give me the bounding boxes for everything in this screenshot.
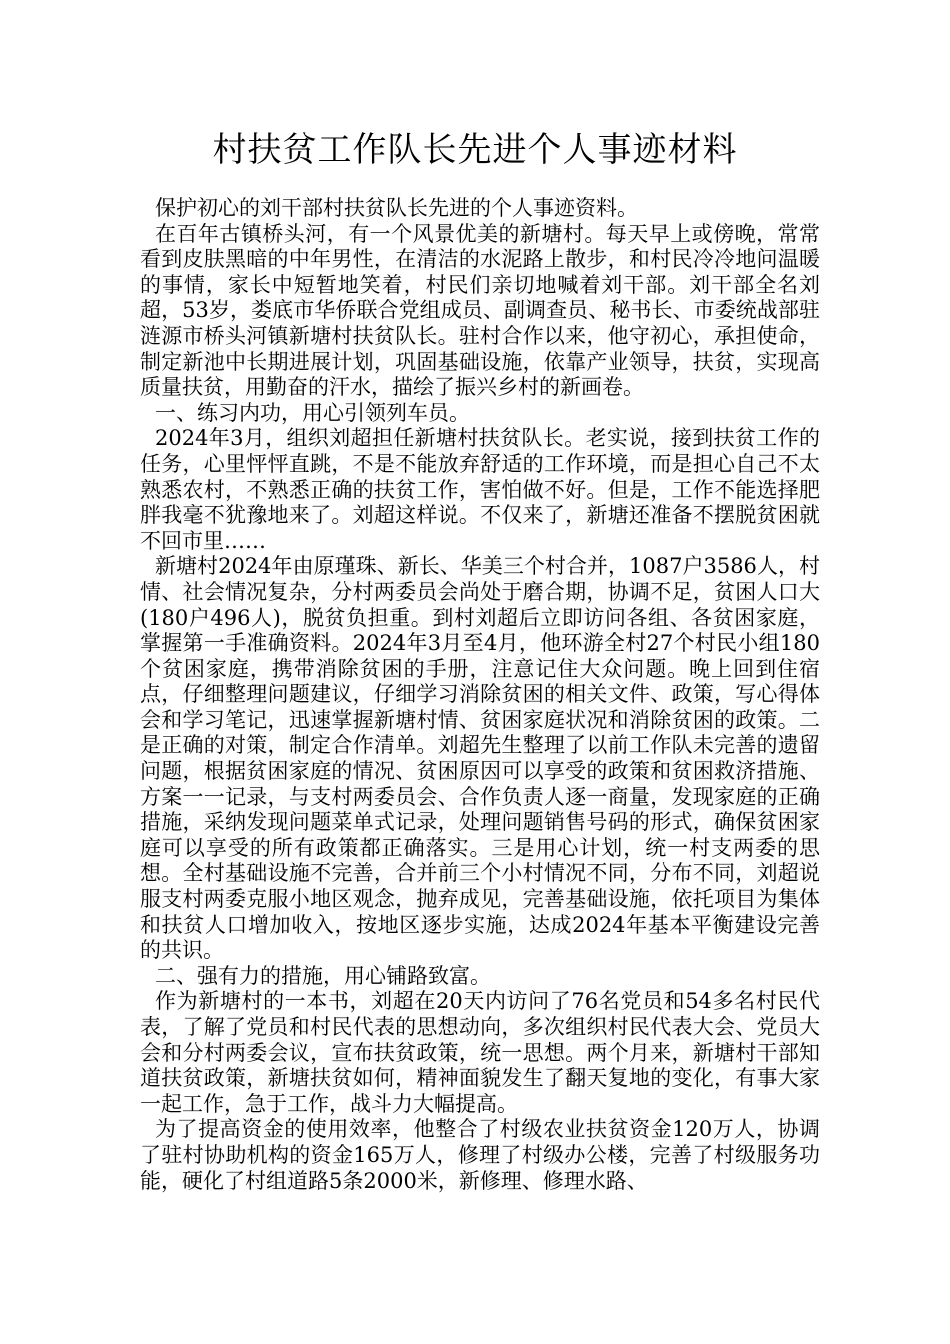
section-heading: 一、练习内功，用心引领列车员。 — [155, 400, 470, 425]
body-paragraph: 新塘村2024年由原瑾珠、新长、华美三个村合并，1087户3586人，村情、社会情况复杂，分村两委员会尚处于磨合期，协调不足，贫困人口大(180户496人)，脱贫负担重。到村刘超后立即访问各组、各贫困家庭，掌握第一手准确资料。2024年3月至4月，他环游全村27个村民小组180个贫困家庭，携带消除贫困的手册，注意记住大众问题。晚上回到住宿点，仔细整理问题建议，仔细学习消除贫困的相关文件、政策，写心得体会和学习笔记，迅速掌握新塘村情、贫困家庭状况和消除贫困的政策。二是正确的对策，制定合作清单。刘超先生整理了以前工作队未完善的遗留问题，根据贫困家庭的情况、贫困原因可以享受的政策和贫困救济措施、方案一一记录，与支村两委员会、合作负责人逐一商量，发现家庭的正确措施，采纳发现问题菜单式记录，处理问题销售号码的形式，确保贫困家庭可以享受的所有政策都正确落实。三是用心计划，统一村支两委的思想。全村基础设施不完善，合并前三个小村情况不同，分布不同，刘超说服支村两委克服小地区观念，抛弃成见，完善基础设施，依托项目为集体和扶贫人口增加收入，按地区逐步实施，达成2024年基本平衡建设完善的共识。 — [140, 554, 820, 963]
body-paragraph: 作为新塘村的一本书，刘超在20天内访问了76名党员和54多名村民代表，了解了党员和村民代表的思想动向，多次组织村民代表大会、党员大会和分村两委会议，宣布扶贫政策，统一思想。两个月来，新塘村干部知道扶贫政策，新塘扶贫如何，精神面貌发生了翻天复地的变化，有事大家一起工作，急于工作，战斗力大幅提高。 — [140, 989, 820, 1116]
body-paragraph: 2024年3月，组织刘超担任新塘村扶贫队长。老实说，接到扶贫工作的任务，心里怦怦直跳，不是不能放弃舒适的工作环境，而是担心自己不太熟悉农村，不熟悉正确的扶贫工作，害怕做不好。但是，工作不能选择肥胖我毫不犹豫地来了。刘超这样说。不仅来了，新塘还准备不摆脱贫困就不回市里…… — [140, 426, 820, 553]
intro-paragraph: 保护初心的刘干部村扶贫队长先进的个人事迹资料。 — [155, 196, 638, 220]
document-body — [140, 196, 820, 1194]
section-heading: 二、强有力的措施，用心铺路致富。 — [155, 963, 491, 988]
body-paragraph: 在百年古镇桥头河，有一个风景优美的新塘村。每天早上或傍晚，常常看到皮肤黑暗的中年男性，在清洁的水泥路上散步，和村民冷冷地问温暖的事情，家长中短暂地笑着，村民们亲切地喊着刘干部。刘干部全名刘超，53岁，娄底市华侨联合党组成员、副调查员、秘书长、市委统战部驻涟源市桥头河镇新塘村扶贫队长。驻村合作以来，他守初心，承担使命，制定新池中长期进展计划，巩固基础设施，依靠产业领导，扶贫，实现高质量扶贫，用勤奋的汗水，描绘了振兴乡村的新画卷。 — [140, 221, 820, 400]
document-title: 村扶贫工作队长先进个人事迹材料 — [212, 130, 738, 170]
body-paragraph: 为了提高资金的使用效率，他整合了村级农业扶贫资金120万人，协调了驻村协助机构的资金165万人，修理了村级办公楼，完善了村级服务功能，硬化了村组道路5条2000米，新修理、修理水路、 — [140, 1117, 820, 1193]
